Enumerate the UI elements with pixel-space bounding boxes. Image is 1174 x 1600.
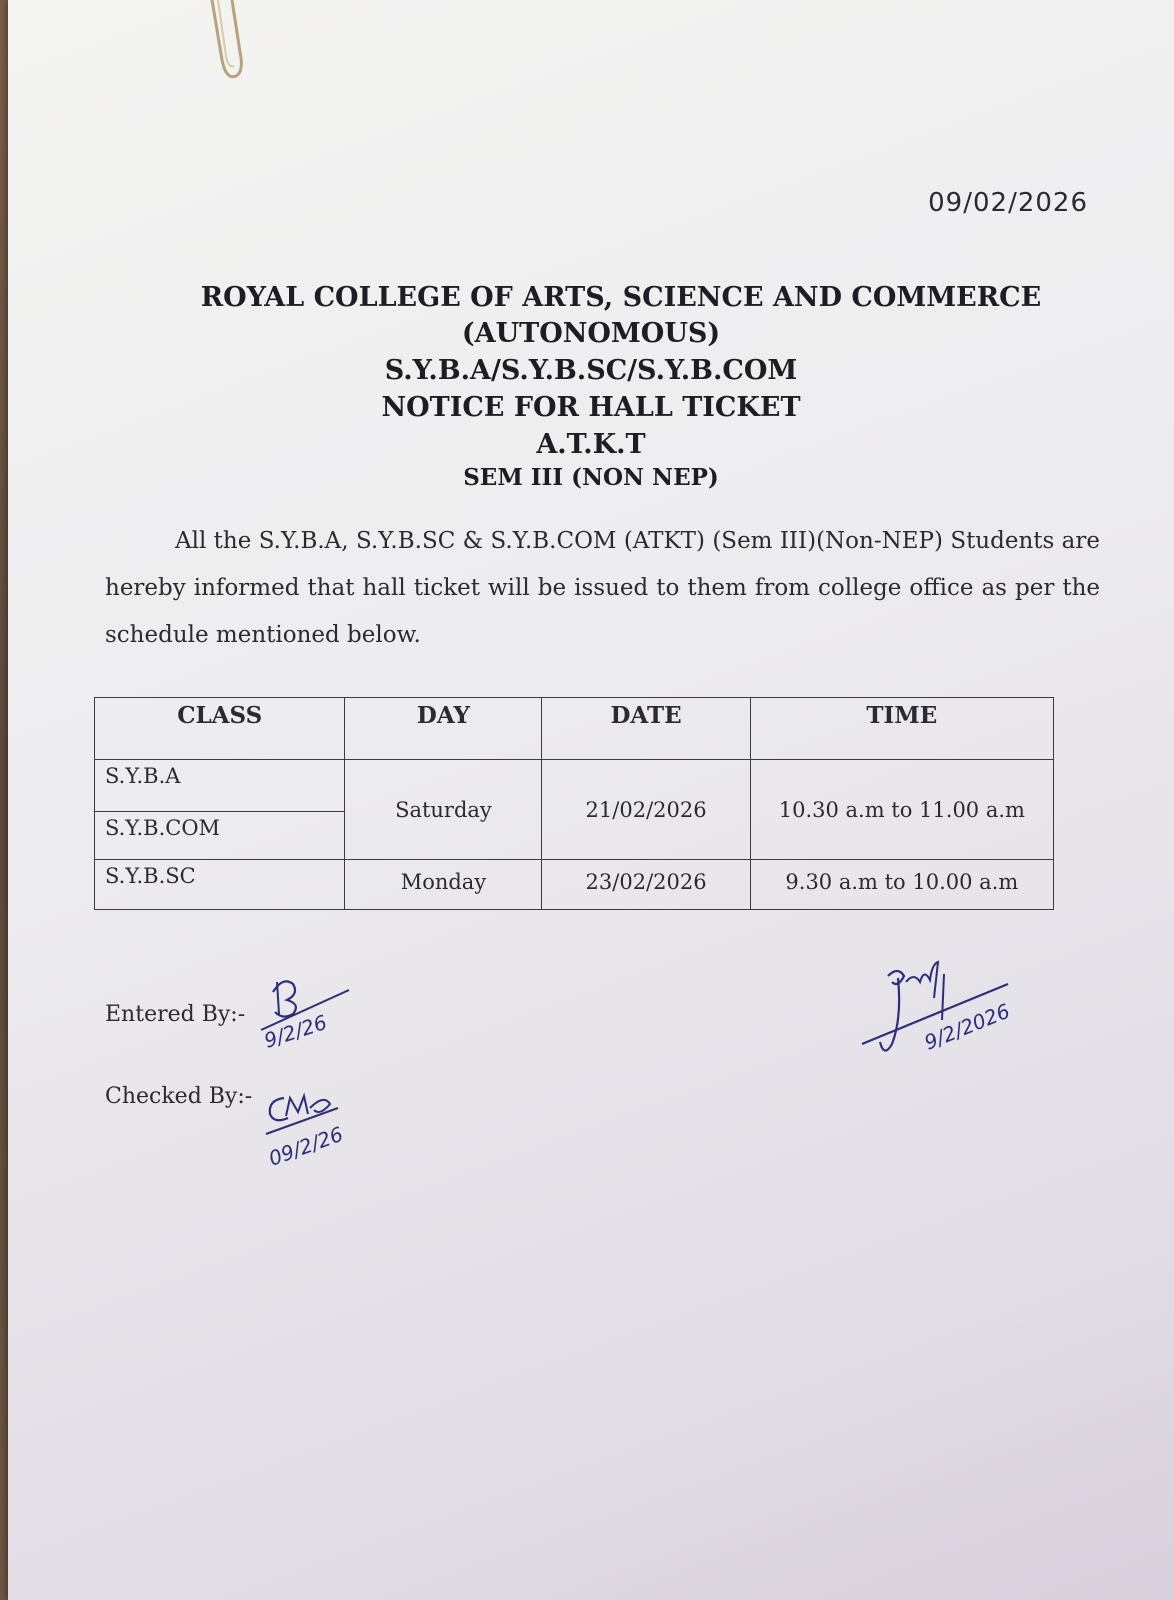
- header-class: CLASS: [95, 698, 345, 760]
- college-name: ROYAL COLLEGE OF ARTS, SCIENCE AND COMMERCE: [200, 282, 1042, 313]
- date-cell: 23/02/2026: [542, 860, 750, 910]
- time-cell: 10.30 a.m to 11.00 a.m: [750, 760, 1053, 860]
- exam-type: A.T.K.T: [536, 429, 646, 460]
- header-time: TIME: [750, 698, 1053, 760]
- entered-by-signature: [253, 970, 363, 1060]
- checked-by-signature: [258, 1086, 368, 1176]
- notice-title: NOTICE FOR HALL TICKET: [381, 392, 801, 423]
- day-cell: Monday: [345, 860, 542, 910]
- class-cell: S.Y.B.COM: [95, 812, 345, 860]
- notice-body: All the S.Y.B.A, S.Y.B.SC & S.Y.B.COM (ATKT) (Sem III)(Non-NEP) Students are hereby informed that hall ticket will be issued to them from college office as per the schedule mentioned below.: [105, 528, 1100, 648]
- paperclip-icon: [198, 0, 258, 90]
- header-day: DAY: [345, 698, 542, 760]
- class-cell: S.Y.B.A: [95, 760, 345, 812]
- semester-label: SEM III (NON NEP): [463, 464, 719, 491]
- day-cell: Saturday: [345, 760, 542, 860]
- principal-sig-date: 9/2/2026: [920, 998, 1014, 1055]
- entered-by-label: Entered By:-: [105, 1002, 246, 1027]
- notice-sheet: [8, 0, 1174, 1600]
- table-header-row: [95, 698, 1054, 760]
- date-cell: 21/02/2026: [542, 760, 750, 860]
- notice-date: 09/02/2026: [928, 188, 1088, 218]
- time-cell: 9.30 a.m to 10.00 a.m: [750, 860, 1053, 910]
- checked-by-label: Checked By:-: [105, 1084, 253, 1109]
- table-row: [95, 760, 1054, 812]
- checked-sig-date: 09/2/26: [265, 1121, 347, 1171]
- schedule-table: [94, 697, 1054, 910]
- header-date: DATE: [542, 698, 750, 760]
- principal-signature: [858, 958, 1048, 1078]
- college-status: (AUTONOMOUS): [461, 318, 721, 349]
- entered-sig-date: 9/2/26: [261, 1010, 330, 1053]
- class-list: S.Y.B.A/S.Y.B.SC/S.Y.B.COM: [384, 355, 798, 386]
- class-cell: S.Y.B.SC: [95, 860, 345, 910]
- table-row: [95, 860, 1054, 910]
